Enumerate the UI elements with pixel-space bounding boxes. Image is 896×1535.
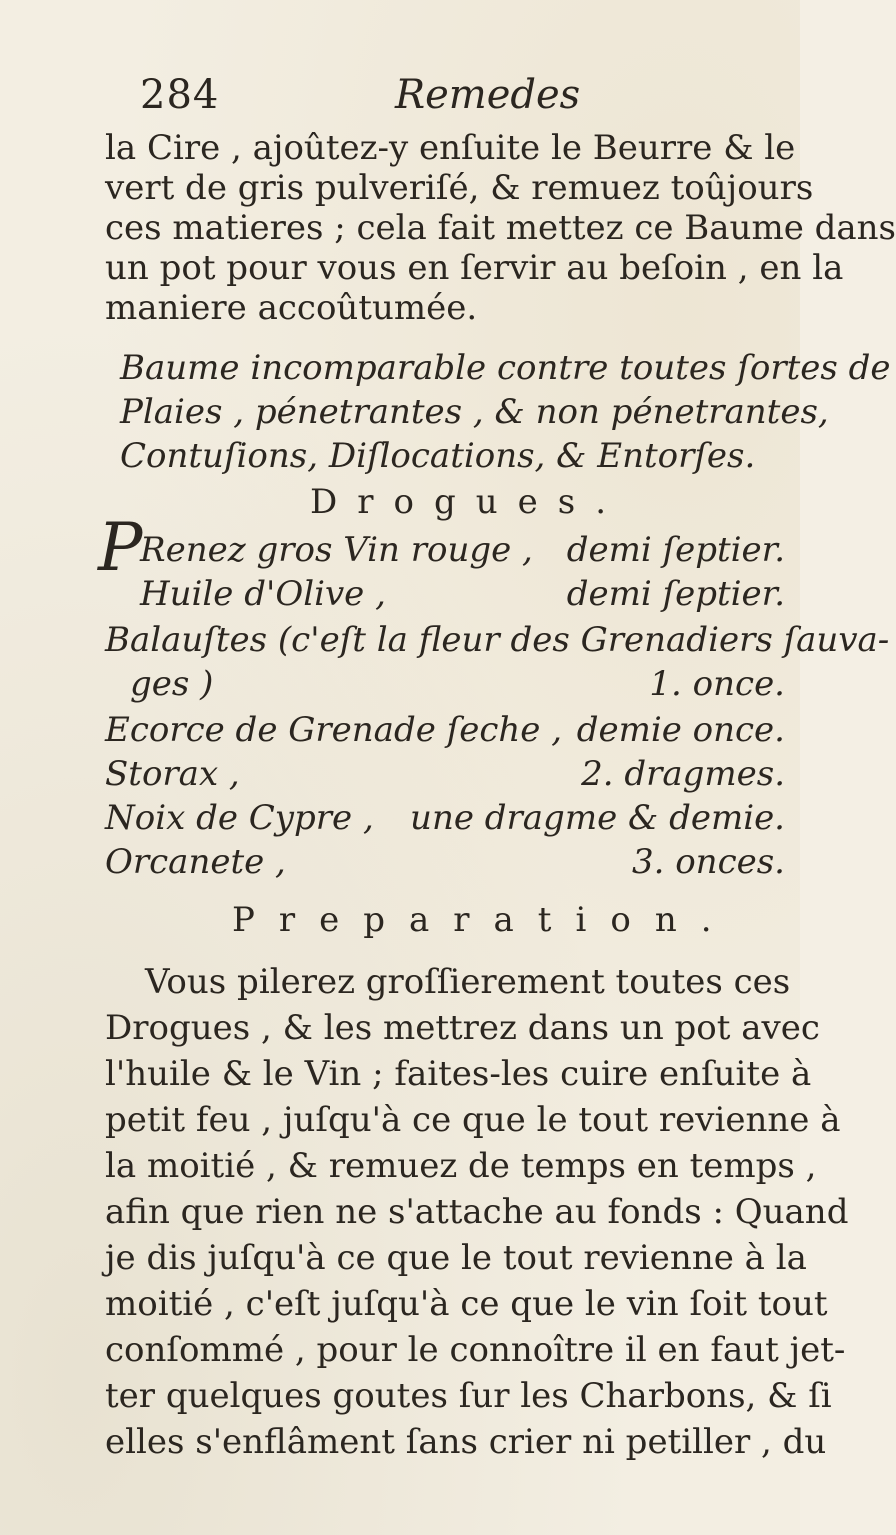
intro-line: la Cire , ajoûtez-y enſuite le Beurre & le <box>105 128 796 168</box>
preparation-line: je dis juſqu'à ce que le tout revienne à la <box>105 1238 807 1278</box>
ingredient-quantity: une dragme & demie. <box>410 798 785 838</box>
ingredient-row <box>105 796 785 840</box>
ingredient-name: ges ) <box>130 664 214 704</box>
preparation-line: la moitié , & remuez de temps en temps , <box>105 1146 817 1186</box>
ingredient-row <box>130 662 785 706</box>
ingredient-quantity: 1. once. <box>649 664 785 704</box>
preparation-line: Drogues , & les mettrez dans un pot avec <box>105 1008 820 1048</box>
ingredient-name: Renez gros Vin rouge , <box>140 530 533 570</box>
drogues-heading: Drogues. <box>310 482 627 522</box>
preparation-line: ter quelques goutes ſur les Charbons, & ſi <box>105 1376 832 1416</box>
intro-line: ces matieres ; cela fait mettez ce Baume dans <box>105 208 896 248</box>
preparation-line: Vous pilerez groſſierement toutes ces <box>145 962 791 1002</box>
drop-cap: P <box>98 509 143 586</box>
ingredient-row <box>140 528 785 572</box>
recipe-title-line: Plaies , pénetrantes , & non pénetrantes, <box>120 392 829 432</box>
preparation-line: elles s'enflâment ſans crier ni petiller , du <box>105 1422 827 1462</box>
page-number: 284 <box>140 72 220 118</box>
intro-line: maniere accoûtumée. <box>105 288 478 328</box>
ingredient-name: Ecorce de Grenade ſeche , <box>105 710 563 750</box>
ingredient-name: Storax , <box>105 754 240 794</box>
running-title: Remedes <box>395 72 581 118</box>
ingredient-name: Huile d'Olive , <box>140 574 386 614</box>
preparation-heading: Preparation. <box>232 900 736 940</box>
ingredient-name: Orcanete , <box>105 842 286 882</box>
preparation-line: petit feu , juſqu'à ce que le tout revienne à <box>105 1100 841 1140</box>
intro-line: un pot pour vous en ſervir au beſoin , en la <box>105 248 844 288</box>
ingredient-quantity: 2. dragmes. <box>581 754 785 794</box>
preparation-line: moitié , c'eſt juſqu'à ce que le vin ſoit tout <box>105 1284 828 1324</box>
ingredient-name: Balauſtes (c'eſt la fleur des Grenadiers ſauva- <box>105 620 890 660</box>
recipe-title-line: Baume incomparable contre toutes ſortes de <box>120 348 891 388</box>
intro-line: vert de gris pulveriſé, & remuez toûjours <box>105 168 814 208</box>
ingredient-row <box>105 840 785 884</box>
ingredient-row <box>105 752 785 796</box>
ingredient-quantity: 3. onces. <box>631 842 785 882</box>
ingredient-row <box>105 708 785 752</box>
page-header <box>140 72 760 132</box>
recipe-title-line: Contuſions, Diſlocations, & Entorſes. <box>120 436 756 476</box>
preparation-line: l'huile & le Vin ; faites-les cuire enſuite à <box>105 1054 812 1094</box>
ingredient-quantity: demi ſeptier. <box>566 574 785 614</box>
ingredient-name: Noix de Cypre , <box>105 798 374 838</box>
ingredient-row <box>140 572 785 616</box>
ingredient-quantity: demi ſeptier. <box>566 530 785 570</box>
ingredient-row <box>105 618 890 662</box>
preparation-line: afin que rien ne s'attache au fonds : Quand <box>105 1192 849 1232</box>
ingredient-quantity: demie once. <box>576 710 785 750</box>
preparation-line: conſommé , pour le connoître il en faut jet- <box>105 1330 846 1370</box>
